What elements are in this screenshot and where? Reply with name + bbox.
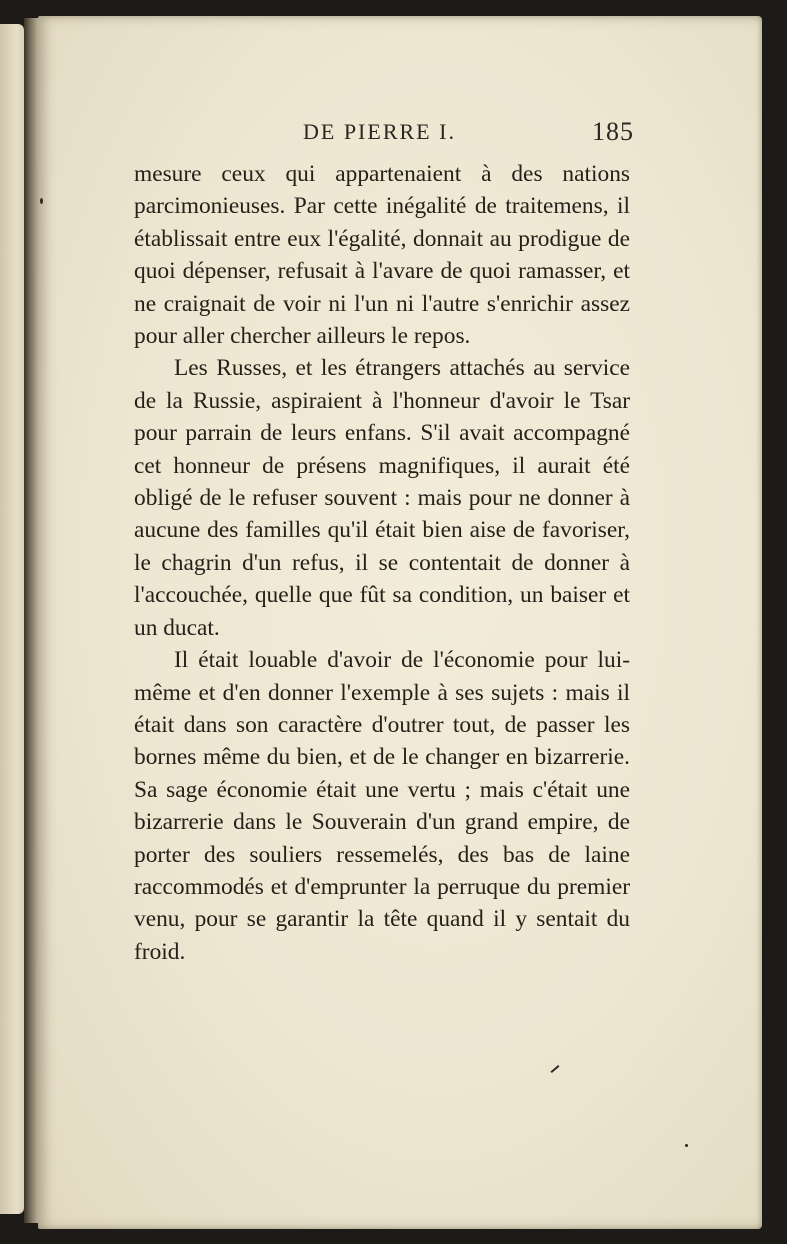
paragraph-1: mesure ceux qui appartenaient à des nations parcimonieuses. Par cette inégalité de traitemens, il établissait entre eux l'égalité, donnait au prodigue de quoi dépenser, refusait à l'avare de quoi ramasser, et ne craignait de voir ni l'un ni l'autre s'enrichir assez pour aller chercher ailleurs le repos. xyxy=(134,161,630,350)
body-text xyxy=(134,158,630,968)
stray-mark xyxy=(551,1065,560,1073)
page-number: 185 xyxy=(592,117,634,146)
running-head-title: DE PIERRE I. xyxy=(303,119,456,144)
running-head xyxy=(38,111,762,147)
paragraph-2: Les Russes, et les étrangers attachés au service de la Russie, aspiraient à l'honneur d'avoir le Tsar pour parrain de leurs enfans. S'il avait accompagné cet honneur de présens magnifiques, il aurait été obligé de le refuser souvent : mais pour ne donner à aucune des familles qu'il était bien aise de favoriser, le chagrin d'un refus, il se contentait de donner à l'accouchée, quelle que fût sa condition, un baiser et un ducat. xyxy=(134,355,630,641)
stray-mark xyxy=(685,1144,688,1147)
paragraph-3: Il était louable d'avoir de l'économie pour lui-même et d'en donner l'exemple à ses sujets : mais il était dans son caractère d'outrer tout, de passer les bornes même du bien, et de le changer en bizarrerie. Sa sage économie était une vertu ; mais c'était une bizarrerie dans le Souverain d'un grand empire, de porter des souliers ressemelés, des bas de laine raccommodés et d'emprunter la perruque du premier venu, pour se garantir la tête quand il y sentait du froid. xyxy=(134,647,630,965)
book-page xyxy=(38,16,762,1229)
stray-mark xyxy=(40,198,43,204)
left-page-edge xyxy=(0,24,24,1214)
